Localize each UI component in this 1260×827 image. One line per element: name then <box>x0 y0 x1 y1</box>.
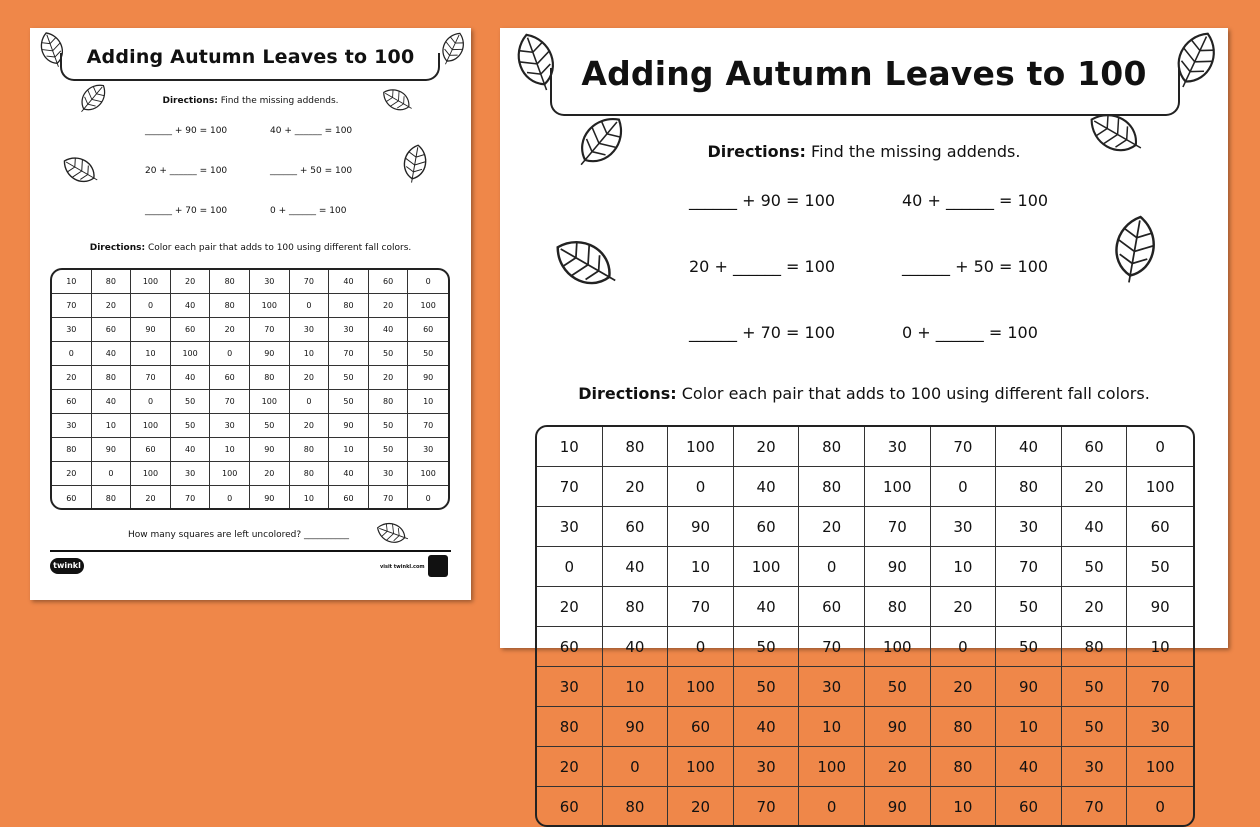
equation: ______ + 50 = 100 <box>270 166 353 176</box>
grid-cell[interactable]: 50 <box>369 438 409 462</box>
grid-cell[interactable]: 80 <box>250 366 290 390</box>
grid-cell[interactable]: 70 <box>52 294 92 318</box>
grid-cell[interactable]: 90 <box>250 486 290 510</box>
worksheet-thumbnail <box>30 28 471 600</box>
equation: ______ + 50 = 100 <box>902 257 1049 276</box>
grid-cell[interactable]: 20 <box>290 366 330 390</box>
grid-cell[interactable]: 60 <box>734 507 800 547</box>
grid-cell[interactable]: 70 <box>131 366 171 390</box>
grid-cell[interactable]: 70 <box>329 342 369 366</box>
directions-2: Directions: Color each pair that adds to 100 using different fall colors. <box>578 384 1150 403</box>
grid-cell[interactable]: 30 <box>865 427 931 467</box>
grid-cell[interactable]: 10 <box>931 787 997 827</box>
grid-cell[interactable]: 60 <box>1062 427 1128 467</box>
grid-cell[interactable]: 50 <box>1062 667 1128 707</box>
grid-cell[interactable]: 50 <box>408 342 448 366</box>
grid-cell[interactable]: 50 <box>734 627 800 667</box>
grid-cell[interactable]: 100 <box>668 667 734 707</box>
twinkl-logo: twinkl <box>50 558 84 574</box>
grid-cell[interactable]: 0 <box>52 342 92 366</box>
grid-cell[interactable]: 60 <box>537 787 603 827</box>
grid-cell[interactable]: 30 <box>329 318 369 342</box>
grid-cell[interactable]: 70 <box>865 507 931 547</box>
grid-cell[interactable]: 60 <box>537 627 603 667</box>
grid-cell[interactable]: 20 <box>250 462 290 486</box>
grid-cell[interactable]: 60 <box>408 318 448 342</box>
grid-cell[interactable]: 90 <box>131 318 171 342</box>
grid-cell[interactable]: 100 <box>171 342 211 366</box>
grid-cell[interactable]: 10 <box>131 342 171 366</box>
equation: ______ + 90 = 100 <box>145 126 228 136</box>
grid-cell[interactable]: 20 <box>603 467 669 507</box>
leaf-icon <box>537 215 633 311</box>
grid-cell[interactable]: 90 <box>603 707 669 747</box>
grid-cell[interactable]: 10 <box>603 667 669 707</box>
grid-cell[interactable]: 80 <box>603 787 669 827</box>
grid-cell[interactable]: 30 <box>290 318 330 342</box>
grid-cell[interactable]: 100 <box>131 270 171 294</box>
directions-2: Directions: Color each pair that adds to 100 using different fall colors. <box>89 243 412 253</box>
grid-cell[interactable]: 20 <box>799 507 865 547</box>
grid-cell[interactable]: 10 <box>1127 627 1193 667</box>
grid-cell[interactable]: 90 <box>865 547 931 587</box>
grid-cell[interactable]: 0 <box>1127 427 1193 467</box>
grid-cell[interactable]: 80 <box>931 707 997 747</box>
grid-cell[interactable]: 0 <box>931 627 997 667</box>
page-title: Adding Autumn Leaves to 100 <box>581 54 1147 93</box>
grid-cell[interactable]: 90 <box>865 787 931 827</box>
grid-cell[interactable]: 80 <box>92 366 132 390</box>
grid-cell[interactable]: 0 <box>603 747 669 787</box>
grid-cell[interactable]: 100 <box>210 462 250 486</box>
grid-cell[interactable]: 80 <box>92 270 132 294</box>
grid-cell[interactable]: 30 <box>537 507 603 547</box>
grid-cell[interactable]: 60 <box>329 486 369 510</box>
grid-cell[interactable]: 80 <box>799 427 865 467</box>
grid-cell[interactable]: 20 <box>1062 467 1128 507</box>
grid-cell[interactable]: 80 <box>290 438 330 462</box>
equation: ______ + 90 = 100 <box>689 191 836 210</box>
grid-cell[interactable]: 90 <box>1127 587 1193 627</box>
grid-cell[interactable]: 70 <box>996 547 1062 587</box>
grid-cell[interactable]: 70 <box>171 486 211 510</box>
grid-cell[interactable]: 60 <box>52 390 92 414</box>
grid-cell[interactable]: 10 <box>52 270 92 294</box>
grid-cell[interactable]: 100 <box>799 747 865 787</box>
grid-cell[interactable]: 60 <box>369 270 409 294</box>
grid-cell[interactable]: 70 <box>369 486 409 510</box>
grid-cell[interactable]: 50 <box>1062 707 1128 747</box>
grid-cell[interactable]: 50 <box>171 414 211 438</box>
page-title: Adding Autumn Leaves to 100 <box>86 46 415 68</box>
grid-cell[interactable]: 30 <box>996 507 1062 547</box>
grid-cell[interactable]: 100 <box>250 294 290 318</box>
grid-cell[interactable]: 60 <box>799 587 865 627</box>
grid-cell[interactable]: 80 <box>290 462 330 486</box>
grid-cell[interactable]: 80 <box>92 486 132 510</box>
grid-cell[interactable]: 20 <box>369 366 409 390</box>
grid-cell[interactable]: 40 <box>329 462 369 486</box>
grid-cell[interactable]: 50 <box>1127 547 1193 587</box>
grid-cell[interactable]: 20 <box>290 414 330 438</box>
grid-cell[interactable]: 40 <box>171 438 211 462</box>
grid-cell[interactable]: 0 <box>537 547 603 587</box>
grid-cell[interactable]: 50 <box>369 414 409 438</box>
grid-cell[interactable]: 80 <box>329 294 369 318</box>
grid-cell[interactable]: 30 <box>799 667 865 707</box>
grid-cell[interactable]: 90 <box>865 707 931 747</box>
grid-cell[interactable]: 100 <box>734 547 800 587</box>
grid-cell[interactable]: 50 <box>996 587 1062 627</box>
grid-cell[interactable]: 100 <box>408 462 448 486</box>
grid-cell[interactable]: 100 <box>865 467 931 507</box>
grid-cell[interactable]: 60 <box>1127 507 1193 547</box>
equation: ______ + 70 = 100 <box>689 323 836 342</box>
grid-cell[interactable]: 0 <box>290 294 330 318</box>
grid-cell[interactable]: 60 <box>668 707 734 747</box>
grid-cell[interactable]: 40 <box>369 318 409 342</box>
grid-cell[interactable]: 10 <box>537 427 603 467</box>
grid-cell[interactable]: 40 <box>603 547 669 587</box>
grid-cell[interactable]: 80 <box>1062 627 1128 667</box>
grid-cell[interactable]: 80 <box>210 294 250 318</box>
grid-cell[interactable]: 10 <box>996 707 1062 747</box>
equation: ______ + 70 = 100 <box>145 206 228 216</box>
grid-cell[interactable]: 100 <box>131 414 171 438</box>
grid-cell[interactable]: 20 <box>537 587 603 627</box>
grid-cell[interactable]: 20 <box>734 427 800 467</box>
grid-cell[interactable]: 100 <box>131 462 171 486</box>
grid-cell[interactable]: 40 <box>734 587 800 627</box>
grid-cell[interactable]: 10 <box>931 547 997 587</box>
grid-cell[interactable]: 40 <box>996 427 1062 467</box>
grid-cell[interactable]: 10 <box>92 414 132 438</box>
grid-cell[interactable]: 0 <box>92 462 132 486</box>
grid-cell[interactable]: 40 <box>734 467 800 507</box>
grid-cell[interactable]: 40 <box>734 707 800 747</box>
equation: 40 + ______ = 100 <box>270 126 353 136</box>
grid-cell[interactable]: 70 <box>799 627 865 667</box>
grid-cell[interactable]: 20 <box>369 294 409 318</box>
grid-cell[interactable]: 80 <box>931 747 997 787</box>
grid-cell[interactable]: 90 <box>250 342 290 366</box>
grid-cell[interactable]: 30 <box>171 462 211 486</box>
grid-cell[interactable]: 20 <box>210 318 250 342</box>
grid-cell[interactable]: 70 <box>290 270 330 294</box>
grid-cell[interactable]: 70 <box>210 390 250 414</box>
grid-cell[interactable]: 30 <box>408 438 448 462</box>
grid-cell[interactable]: 60 <box>52 486 92 510</box>
grid-cell[interactable]: 80 <box>603 587 669 627</box>
grid-cell[interactable]: 50 <box>734 667 800 707</box>
grid-cell[interactable]: 70 <box>1062 787 1128 827</box>
grid-cell[interactable]: 40 <box>92 342 132 366</box>
grid-cell[interactable]: 80 <box>369 390 409 414</box>
grid-cell[interactable]: 30 <box>537 667 603 707</box>
grid-cell[interactable]: 70 <box>931 427 997 467</box>
grid-cell[interactable]: 100 <box>408 294 448 318</box>
grid-cell[interactable]: 90 <box>408 366 448 390</box>
grid-cell[interactable]: 80 <box>799 467 865 507</box>
grid-cell[interactable]: 20 <box>865 747 931 787</box>
grid-cell[interactable]: 80 <box>996 467 1062 507</box>
grid-cell[interactable]: 0 <box>799 547 865 587</box>
grid-cell[interactable]: 20 <box>668 787 734 827</box>
grid-cell[interactable]: 0 <box>931 467 997 507</box>
equation: 40 + ______ = 100 <box>902 191 1049 210</box>
grid-cell[interactable]: 0 <box>425 493 431 503</box>
grid-cell[interactable]: 40 <box>329 270 369 294</box>
grid-cell[interactable]: 10 <box>668 547 734 587</box>
twinkl-badge <box>428 555 448 577</box>
grid-cell[interactable]: 60 <box>171 318 211 342</box>
question-text: How many squares are left uncolored? __________ <box>128 530 349 540</box>
grid-cell[interactable]: 50 <box>329 366 369 390</box>
grid-cell[interactable]: 30 <box>734 747 800 787</box>
grid-cell[interactable]: 10 <box>290 486 330 510</box>
grid-cell[interactable]: 50 <box>1062 547 1128 587</box>
grid-cell[interactable]: 10 <box>329 438 369 462</box>
grid-cell[interactable]: 40 <box>171 294 211 318</box>
grid-cell[interactable]: 90 <box>329 414 369 438</box>
grid-cell[interactable]: 10 <box>290 342 330 366</box>
grid-cell[interactable]: 70 <box>1127 667 1193 707</box>
grid-cell[interactable]: 20 <box>52 366 92 390</box>
grid-cell[interactable]: 10 <box>210 438 250 462</box>
directions-1: Directions: Find the missing addends. <box>707 142 1021 161</box>
grid-cell[interactable]: 0 <box>290 390 330 414</box>
grid-cell[interactable]: 100 <box>865 627 931 667</box>
grid-cell[interactable]: 90 <box>92 438 132 462</box>
grid-cell[interactable]: 0 <box>210 486 250 510</box>
equation: 0 + ______ = 100 <box>270 206 347 216</box>
grid-cell[interactable]: 60 <box>996 787 1062 827</box>
equation: 20 + ______ = 100 <box>145 166 228 176</box>
grid-cell[interactable]: 80 <box>52 438 92 462</box>
grid-cell[interactable]: 20 <box>931 667 997 707</box>
grid-cell[interactable]: 70 <box>668 587 734 627</box>
grid-cell[interactable]: 60 <box>92 318 132 342</box>
grid-cell[interactable]: 40 <box>1062 507 1128 547</box>
grid-cell[interactable]: 0 <box>668 627 734 667</box>
grid-cell[interactable]: 60 <box>603 507 669 547</box>
leaf-icon <box>53 143 108 198</box>
grid-cell[interactable]: 90 <box>996 667 1062 707</box>
grid-cell[interactable]: 90 <box>668 507 734 547</box>
grid-cell[interactable]: 0 <box>210 342 250 366</box>
number-grid <box>535 425 1195 827</box>
grid-cell[interactable]: 30 <box>52 318 92 342</box>
grid-cell[interactable]: 30 <box>369 462 409 486</box>
grid-cell[interactable]: 40 <box>996 747 1062 787</box>
grid-cell[interactable]: 80 <box>210 270 250 294</box>
grid-cell[interactable]: 70 <box>734 787 800 827</box>
grid-cell[interactable]: 20 <box>537 747 603 787</box>
grid-cell[interactable]: 10 <box>799 707 865 747</box>
grid-cell[interactable]: 0 <box>668 467 734 507</box>
grid-cell[interactable]: 80 <box>603 427 669 467</box>
leaf-icon <box>392 140 438 186</box>
footer-url: visit twinkl.com <box>380 564 425 570</box>
grid-cell[interactable]: 20 <box>131 486 171 510</box>
grid-cell[interactable]: 50 <box>329 390 369 414</box>
grid-cell[interactable]: 40 <box>92 390 132 414</box>
grid-cell[interactable]: 50 <box>250 414 290 438</box>
grid-cell[interactable]: 0 <box>1155 798 1165 816</box>
grid-cell[interactable]: 30 <box>1127 707 1193 747</box>
grid-cell[interactable]: 30 <box>210 414 250 438</box>
grid-cell[interactable]: 30 <box>250 270 290 294</box>
grid-cell[interactable]: 10 <box>408 390 448 414</box>
grid-cell[interactable]: 20 <box>52 462 92 486</box>
grid-cell[interactable]: 20 <box>1062 587 1128 627</box>
grid-cell[interactable]: 100 <box>668 747 734 787</box>
grid-cell[interactable]: 20 <box>931 587 997 627</box>
grid-cell[interactable]: 30 <box>52 414 92 438</box>
leaf-icon <box>370 511 414 555</box>
grid-cell[interactable]: 50 <box>996 627 1062 667</box>
grid-cell[interactable]: 0 <box>131 390 171 414</box>
grid-cell[interactable]: 50 <box>369 342 409 366</box>
grid-cell[interactable]: 70 <box>250 318 290 342</box>
worksheet-preview <box>500 28 1228 816</box>
grid-cell[interactable]: 100 <box>1127 467 1193 507</box>
grid-cell[interactable]: 60 <box>131 438 171 462</box>
grid-cell[interactable]: 0 <box>408 270 448 294</box>
grid-cell[interactable]: 100 <box>250 390 290 414</box>
grid-cell[interactable]: 100 <box>1127 747 1193 787</box>
grid-cell[interactable]: 40 <box>603 627 669 667</box>
grid-cell[interactable]: 50 <box>865 667 931 707</box>
grid-cell[interactable]: 30 <box>1062 747 1128 787</box>
grid-cell[interactable]: 70 <box>537 467 603 507</box>
grid-cell[interactable]: 40 <box>171 366 211 390</box>
grid-cell[interactable]: 0 <box>799 787 865 827</box>
grid-cell[interactable]: 60 <box>210 366 250 390</box>
grid-cell[interactable]: 20 <box>171 270 211 294</box>
number-grid <box>50 268 450 510</box>
grid-cell[interactable]: 30 <box>931 507 997 547</box>
grid-cell[interactable]: 90 <box>250 438 290 462</box>
grid-cell[interactable]: 100 <box>668 427 734 467</box>
grid-cell[interactable]: 50 <box>171 390 211 414</box>
directions-1: Directions: Find the missing addends. <box>162 96 339 106</box>
grid-cell[interactable]: 70 <box>408 414 448 438</box>
leaf-icon <box>374 77 420 123</box>
grid-cell[interactable]: 20 <box>92 294 132 318</box>
grid-cell[interactable]: 0 <box>131 294 171 318</box>
grid-cell[interactable]: 80 <box>537 707 603 747</box>
equation: 0 + ______ = 100 <box>902 323 1038 342</box>
equation: 20 + ______ = 100 <box>689 257 836 276</box>
leaf-icon <box>1094 207 1175 288</box>
grid-cell[interactable]: 80 <box>865 587 931 627</box>
